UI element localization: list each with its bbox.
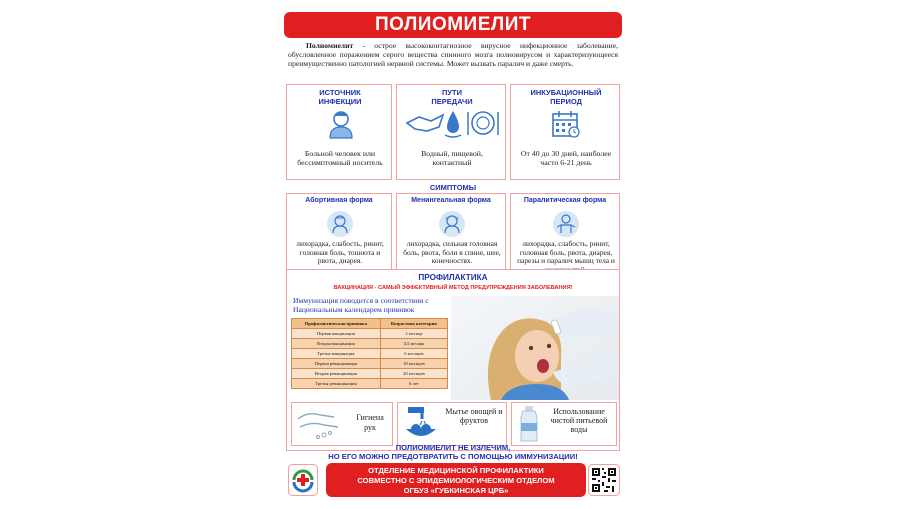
table-row: [292, 329, 448, 339]
prevention-title: ПРОФИЛАКТИКА: [418, 273, 488, 282]
medical-cross-logo: [288, 464, 318, 496]
table-cell: Третья вакцинация: [292, 349, 381, 359]
paralytic-form-text: лихорадка, слабость, ринит, головная боль, рвота, диарея, парезы и паралич мышц тела и: [517, 239, 615, 266]
footer-bar: [326, 463, 586, 497]
paralytic-form-header: Паралитическая форма: [523, 197, 607, 204]
table-cell: 20 месяцев: [380, 369, 447, 379]
meningeal-form-text: лихорадка, сильная головная боль, рвота, боли в спине, шее, конечностях.: [403, 239, 501, 266]
footer-line1: ОТДЕЛЕНИЕ МЕДИЦИНСКОЙ ПРОФИЛАКТИКИ: [368, 466, 544, 475]
table-row: [292, 369, 448, 379]
sick-person-icon: [327, 211, 353, 237]
meningeal-form-card: [396, 193, 506, 277]
table-row: [292, 359, 448, 369]
incubation-card-text: От 40 до 30 дней, наиболее часто 6-21 день: [520, 149, 612, 167]
abortive-form-header: Абортивная форма: [305, 197, 373, 204]
incubation-card: [510, 84, 620, 180]
poster: [284, 10, 622, 502]
paralysis-person-icon: [553, 211, 579, 237]
footer-line2: СОВМЕСТНО С ЭПИДЕМИОЛОГИЧЕСКИМ ОТДЕЛОМ: [357, 475, 555, 485]
transmission-card-text: Водный, пищевой, контактный: [421, 149, 483, 167]
immunization-text: Иммунизация поводится в соответствии с Национальным календарем прививок: [293, 296, 429, 314]
bottom-message: [284, 443, 622, 461]
prevention-section: [286, 269, 620, 451]
table-cell: Третья ревакцинация: [292, 379, 381, 389]
transmission-card: [396, 84, 506, 180]
vaccination-slogan: ВАКЦИНАЦИЯ - САМЫЙ ЭФФЕКТИВНЫЙ МЕТОД ПРЕДУПРЕЖДЕНИЯ ЗАБОЛЕВАНИЯ!: [333, 285, 573, 291]
qr-code-icon: [588, 464, 620, 496]
footer-line3: ОГБУЗ «ГУБКИНСКАЯ ЦРБ»: [403, 485, 509, 495]
paralytic-form-card: [510, 193, 620, 277]
meningeal-form-header: Менингеальная форма: [411, 197, 491, 204]
intro-term: Полиомиелит: [306, 41, 354, 50]
headache-person-icon: [439, 211, 465, 237]
table-cell: 4,5 месяца: [380, 339, 447, 349]
person-icon: [327, 109, 355, 139]
table-cell: Вторая ревакцинация: [292, 369, 381, 379]
bottom-message-line1: ПОЛИОМИЕЛИТ НЕ ИЗЛЕЧИМ,: [395, 443, 511, 452]
source-card: [286, 84, 392, 180]
table-row: [292, 349, 448, 359]
abortive-form-text: лихорадка, слабость, ринит, головная боль, тошнота и рвота, диарея.: [296, 239, 384, 266]
wash-produce-text: Мытье овощей и фруктов: [445, 407, 503, 425]
table-cell: 18 месяцев: [380, 359, 447, 369]
table-cell: Первая вакцинация: [292, 329, 381, 339]
table-header-age: Возрастная категория: [380, 319, 447, 329]
table-cell: Первая ревакцинация: [292, 359, 381, 369]
clean-water-card: [511, 402, 617, 446]
table-cell: 3 месяца: [380, 329, 447, 339]
abortive-form-card: [286, 193, 392, 277]
table-cell: Вторая вакцинация: [292, 339, 381, 349]
source-card-text: Больной человек или бессимптомный носитель: [297, 149, 383, 167]
intro-paragraph: [288, 41, 618, 69]
handwash-icon: [294, 405, 342, 443]
wash-produce-card: [397, 402, 507, 446]
table-header-vaccine: Профилактическая прививка: [292, 319, 381, 329]
source-card-header: ИСТОЧНИК ИНФЕКЦИИ: [318, 88, 362, 106]
child-vaccination-photo: [451, 296, 619, 400]
table-row: [292, 339, 448, 349]
washing-produce-icon: [402, 405, 440, 443]
hand-hygiene-card: [291, 402, 393, 446]
transmission-card-header: ПУТИ ПЕРЕДАЧИ: [431, 88, 473, 106]
hand-hygiene-text: Гигиена рук: [356, 413, 384, 432]
intro-text: - острое высококонтагиозное вирусное инфекционное заболевание, обусловленное поражением серого вещества спинного мозга полиовирусом и характеризующееся преимущественно патологией нервной системы. Может вызвать паралич и даже смерть.: [288, 41, 618, 69]
bottom-message-line2: НО ЕГО МОЖНО ПРЕДОТВРАТИТЬ С ПОМОЩЬЮ ИММУНИЗАЦИИ!: [328, 452, 578, 461]
transmission-icon: [403, 105, 503, 141]
incubation-card-header: ИНКУБАЦИОННЫЙ ПЕРИОД: [530, 88, 602, 106]
water-bottle-icon: [516, 405, 542, 443]
poster-title: ПОЛИОМИЕЛИТ: [284, 12, 622, 38]
symptoms-title: СИМПТОМЫ: [429, 183, 477, 192]
table-cell: 6 месяцев: [380, 349, 447, 359]
table-cell: 6 лет: [380, 379, 447, 389]
vaccination-table: [291, 318, 448, 389]
clean-water-text: Использование чистой питьевой воды: [550, 407, 608, 434]
calendar-icon: [551, 109, 581, 139]
table-row: [292, 379, 448, 389]
